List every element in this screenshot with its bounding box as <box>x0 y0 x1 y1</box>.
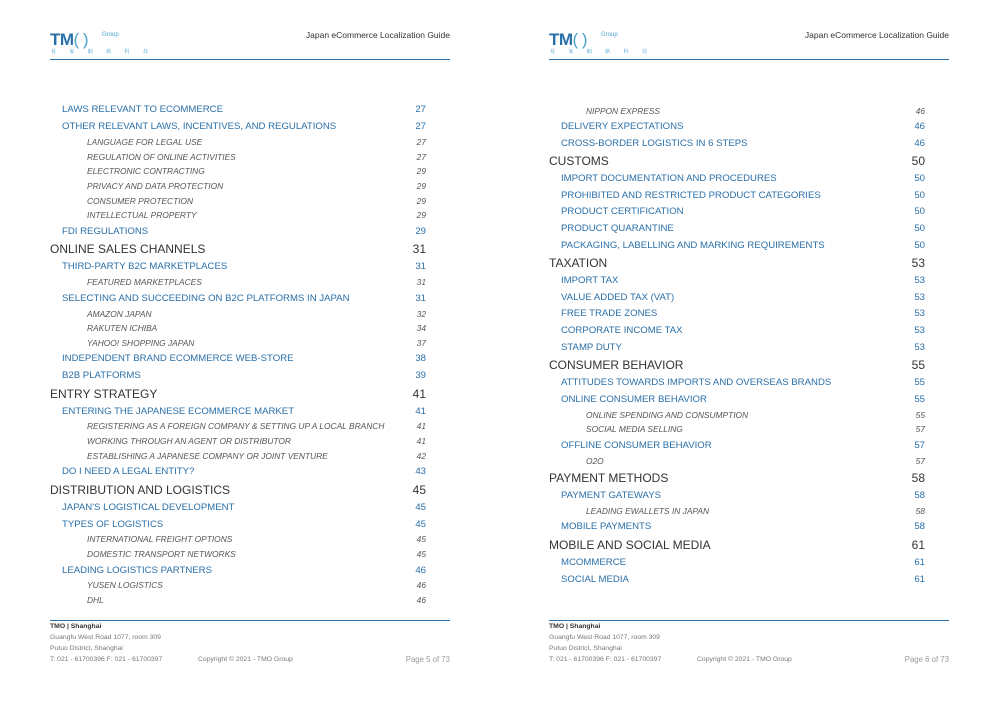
toc-entry-title: LAWS RELEVANT TO ECOMMERCE <box>62 104 223 116</box>
toc-entry[interactable] <box>549 236 925 250</box>
toc-entry-title: PAYMENT METHODS <box>549 471 669 486</box>
toc-entry[interactable] <box>50 499 426 513</box>
toc-entry[interactable] <box>549 118 925 132</box>
toc-entry-page-number: 29 <box>416 180 426 191</box>
header-divider <box>50 59 450 60</box>
toc-entry-page-number: 29 <box>416 166 426 177</box>
toc-entry-title: CORPORATE INCOME TAX <box>561 325 683 336</box>
toc-entry[interactable] <box>549 288 925 302</box>
toc-entry-title: TAXATION <box>549 256 608 271</box>
footer-address-line-2: Putuo District, Shanghai <box>50 645 123 652</box>
toc-entry[interactable] <box>50 515 426 529</box>
toc-entry-page-number: 53 <box>914 291 925 303</box>
toc-entry-page-number: 45 <box>416 549 426 560</box>
footer-address-line-2: Putuo District, Shanghai <box>549 645 622 652</box>
toc-entry[interactable] <box>50 101 426 115</box>
toc-entry[interactable] <box>549 153 925 167</box>
toc-entry-page-number: 31 <box>416 277 426 288</box>
toc-entry-title: MOBILE PAYMENTS <box>561 521 652 533</box>
toc-entry[interactable] <box>50 132 426 146</box>
toc-entry-title: CROSS-BORDER LOGISTICS IN 6 STEPS <box>561 137 748 149</box>
toc-entry-title: CUSTOMS <box>549 154 609 169</box>
toc-entry-page-number: 58 <box>911 471 925 486</box>
toc-entry-page-number: 57 <box>914 439 925 451</box>
toc-entry-title: REGISTERING AS A FOREIGN COMPANY & SETTING UP A LOCAL BRANCH <box>87 421 385 432</box>
toc-entry-title: B2B PLATFORMS <box>62 370 141 381</box>
toc-entry-page-number: 46 <box>915 105 925 116</box>
toc-entry-title: RAKUTEN ICHIBA <box>87 323 158 334</box>
toc-entry-title: OFFLINE CONSUMER BEHAVIOR <box>561 439 712 451</box>
toc-entry-title: LEADING EWALLETS IN JAPAN <box>586 505 710 516</box>
toc-entry[interactable] <box>50 482 426 496</box>
footer-company: TMO | Shanghai <box>549 623 601 630</box>
toc-entry-title: NIPPON EXPRESS <box>586 105 661 116</box>
toc-entry-page-number: 58 <box>915 505 925 516</box>
toc-entry-title: PACKAGING, LABELLING AND MARKING REQUIREMENTS <box>561 239 825 251</box>
toc-entry[interactable] <box>50 206 426 220</box>
toc-entry[interactable] <box>549 170 925 184</box>
toc-entry-page-number: 37 <box>416 337 426 348</box>
toc-entry-title: YUSEN LOGISTICS <box>87 580 163 591</box>
toc-entry[interactable] <box>549 570 925 584</box>
toc-entry-page-number: 31 <box>415 292 426 304</box>
toc-entry-title: ESTABLISHING A JAPANESE COMPANY OR JOINT VENTURE <box>87 450 328 461</box>
footer-phone: T: 021 - 61700396 F: 021 - 61700397 <box>549 656 662 663</box>
toc-entry-page-number: 38 <box>415 353 426 365</box>
toc-entry-title: OTHER RELEVANT LAWS, INCENTIVES, AND REGULATIONS <box>62 121 337 132</box>
toc-entry-page-number: 53 <box>914 308 925 320</box>
toc-entry[interactable] <box>50 222 426 236</box>
toc-entry-page-number: 41 <box>415 405 426 417</box>
toc-entry-title: AMAZON JAPAN <box>87 308 152 319</box>
logo-group-label: Group <box>102 32 119 38</box>
toc-entry-page-number: 50 <box>914 189 925 201</box>
logo-text: TM <box>549 30 573 49</box>
tmo-logo <box>549 30 653 55</box>
toc-entry-title: ENTERING THE JAPANESE ECOMMERCE MARKET <box>62 405 295 417</box>
toc-entry-page-number: 41 <box>416 436 426 447</box>
toc-entry-title: PRODUCT QUARANTINE <box>561 223 674 234</box>
toc-entry[interactable] <box>50 304 426 318</box>
toc-entry-page-number: 55 <box>911 358 925 373</box>
toc-entry-title: DISTRIBUTION AND LOGISTICS <box>50 482 231 497</box>
toc-entry[interactable] <box>549 357 925 371</box>
toc-entry-page-number: 45 <box>415 501 426 513</box>
toc-entry-page-number: 58 <box>914 521 925 533</box>
toc-entry[interactable] <box>549 101 925 115</box>
toc-entry-title: YAHOO! SHOPPING JAPAN <box>87 337 195 348</box>
toc-entry[interactable] <box>50 319 426 333</box>
toc-entry-title: DELIVERY EXPECTATIONS <box>561 121 684 132</box>
toc-entry-page-number: 53 <box>911 256 925 271</box>
toc-entry-page-number: 45 <box>416 534 426 545</box>
toc-entry-title: INTELLECTUAL PROPERTY <box>87 210 197 221</box>
toc-entry-page-number: 50 <box>914 173 925 185</box>
toc-entry[interactable] <box>50 241 426 255</box>
toc-entry-title: DHL <box>87 595 104 606</box>
toc-entry-title: ONLINE SPENDING AND CONSUMPTION <box>586 409 749 420</box>
toc-entry-title: JAPAN'S LOGISTICAL DEVELOPMENT <box>62 501 235 513</box>
footer-divider <box>50 620 450 621</box>
toc-entry-page-number: 57 <box>915 424 925 435</box>
toc-entry[interactable] <box>50 176 426 190</box>
footer-divider <box>549 620 949 621</box>
toc-entry[interactable] <box>549 436 925 450</box>
toc-entry-title: FDI REGULATIONS <box>62 225 149 237</box>
toc-entry-title: FEATURED MARKETPLACES <box>87 277 202 288</box>
toc-entry-title: STAMP DUTY <box>561 341 622 353</box>
footer-copyright: Copyright © 2021 - TMO Group <box>198 656 293 663</box>
toc-entry-title: SOCIAL MEDIA <box>561 573 629 585</box>
toc-entry-page-number: 53 <box>914 325 925 336</box>
logo-group-label: Group <box>601 32 618 38</box>
toc-entry-page-number: 53 <box>914 275 925 287</box>
document-title: Japan eCommerce Localization Guide <box>804 30 949 40</box>
document-title: Japan eCommerce Localization Guide <box>305 30 450 40</box>
toc-entry[interactable] <box>50 417 426 431</box>
toc-entry-title: PRODUCT CERTIFICATION <box>561 206 684 218</box>
footer-address-line-1: Guangfu West Road 1077, room 309 <box>549 634 660 641</box>
toc-entry[interactable] <box>50 350 426 364</box>
toc-entry[interactable] <box>549 322 925 336</box>
toc-entry-title: THIRD-PARTY B2C MARKETPLACES <box>62 261 228 273</box>
footer-copyright: Copyright © 2021 - TMO Group <box>697 656 792 663</box>
toc-entry[interactable] <box>50 273 426 287</box>
toc-entry-title: INTERNATIONAL FREIGHT OPTIONS <box>87 534 233 545</box>
toc-entry-title: FREE TRADE ZONES <box>561 308 658 320</box>
toc-entry[interactable] <box>50 118 426 132</box>
toc-entry[interactable] <box>549 390 925 404</box>
toc-entry-title: LEADING LOGISTICS PARTNERS <box>62 564 212 576</box>
toc-entry-page-number: 27 <box>415 104 426 116</box>
toc-entry[interactable] <box>549 203 925 217</box>
toc-entry[interactable] <box>549 518 925 532</box>
toc-entry-title: PAYMENT GATEWAYS <box>561 490 662 502</box>
toc-entry-page-number: 61 <box>914 573 925 585</box>
page-number: Page 5 of 73 <box>405 655 450 664</box>
toc-entry[interactable] <box>549 374 925 388</box>
toc-entry-title: ELECTRONIC CONTRACTING <box>87 166 205 177</box>
toc-entry[interactable] <box>50 576 426 590</box>
toc-entry-page-number: 61 <box>914 557 925 568</box>
footer-phone: T: 021 - 61700396 F: 021 - 61700397 <box>50 656 163 663</box>
toc-entry[interactable] <box>549 487 925 501</box>
toc-entry[interactable] <box>549 305 925 319</box>
toc-entry-page-number: 41 <box>412 386 426 401</box>
toc-entry-page-number: 29 <box>416 195 426 206</box>
toc-entry-page-number: 57 <box>915 455 925 466</box>
toc-entry-page-number: 31 <box>415 261 426 273</box>
toc-entry-page-number: 27 <box>416 151 426 162</box>
toc-entry-title: PROHIBITED AND RESTRICTED PRODUCT CATEGORIES <box>561 189 821 201</box>
toc-entry[interactable] <box>50 402 426 416</box>
toc-entry[interactable] <box>50 367 426 381</box>
toc-entry-page-number: 45 <box>412 482 426 497</box>
toc-entry-title: ONLINE CONSUMER BEHAVIOR <box>561 393 707 405</box>
toc-entry[interactable] <box>50 591 426 605</box>
toc-entry-page-number: 46 <box>914 137 925 149</box>
toc-entry[interactable] <box>50 258 426 272</box>
toc-entry[interactable] <box>549 220 925 234</box>
toc-entry-title: O2O <box>586 455 604 466</box>
toc-entry-title: ATTITUDES TOWARDS IMPORTS AND OVERSEAS BRANDS <box>561 377 832 389</box>
toc-entry-page-number: 27 <box>415 121 426 132</box>
toc-entry-page-number: 50 <box>914 206 925 218</box>
toc-entry-page-number: 53 <box>914 341 925 353</box>
toc-entry[interactable] <box>50 289 426 303</box>
toc-entry-page-number: 32 <box>416 308 426 319</box>
toc-entry[interactable] <box>50 463 426 477</box>
logo-brackets: ( ) <box>73 30 89 49</box>
toc-entry-title: TYPES OF LOGISTICS <box>62 518 164 530</box>
toc-entry-title: LANGUAGE FOR LEGAL USE <box>87 136 203 147</box>
toc-entry-page-number: 61 <box>911 538 925 552</box>
page-number: Page 6 of 73 <box>904 655 949 664</box>
logo-subtitle: 易 家 網 絡 科 技 <box>550 49 653 55</box>
toc-entry[interactable] <box>549 451 925 465</box>
toc-entry-title: DOMESTIC TRANSPORT NETWORKS <box>87 549 236 560</box>
toc-entry[interactable] <box>549 501 925 515</box>
toc-entry-page-number: 29 <box>415 225 426 237</box>
toc-entry-page-number: 39 <box>415 370 426 381</box>
toc-entry[interactable] <box>549 255 925 269</box>
toc-entry-page-number: 29 <box>416 210 426 221</box>
toc-entry-title: DO I NEED A LEGAL ENTITY? <box>62 466 195 478</box>
toc-entry[interactable] <box>549 405 925 419</box>
tmo-logo <box>50 30 154 55</box>
toc-entry[interactable] <box>549 420 925 434</box>
toc-entry-page-number: 55 <box>914 393 925 405</box>
toc-entry[interactable] <box>549 272 925 286</box>
toc-entry[interactable] <box>549 338 925 352</box>
header-divider <box>549 59 949 60</box>
toc-entry-title: ONLINE SALES CHANNELS <box>50 242 206 257</box>
toc-entry-title: CONSUMER PROTECTION <box>87 195 194 206</box>
toc-entry-title: VALUE ADDED TAX (VAT) <box>561 291 675 303</box>
toc-entry[interactable] <box>549 554 925 568</box>
toc-entry-page-number: 46 <box>416 580 426 591</box>
logo-subtitle: 易 家 網 絡 科 技 <box>51 49 154 55</box>
toc-entry[interactable] <box>50 446 426 460</box>
toc-entry-page-number: 31 <box>412 242 426 257</box>
toc-entry-title: PRIVACY AND DATA PROTECTION <box>87 180 224 191</box>
toc-entry-page-number: 34 <box>416 323 426 334</box>
toc-entry[interactable] <box>50 432 426 446</box>
toc-entry-page-number: 42 <box>416 450 426 461</box>
toc-entry-page-number: 46 <box>415 564 426 576</box>
toc-entry-page-number: 55 <box>915 409 925 420</box>
footer-address-line-1: Guangfu West Road 1077, room 309 <box>50 634 161 641</box>
toc-entry[interactable] <box>50 191 426 205</box>
toc-entry[interactable] <box>549 470 925 484</box>
toc-entry-page-number: 58 <box>914 490 925 502</box>
toc-entry-page-number: 46 <box>416 595 426 606</box>
footer-company: TMO | Shanghai <box>50 623 102 630</box>
toc-entry[interactable] <box>50 561 426 575</box>
page-footer <box>50 623 450 673</box>
page-footer <box>549 623 949 673</box>
toc-entry-title: ENTRY STRATEGY <box>50 386 158 401</box>
toc-entry[interactable] <box>50 162 426 176</box>
toc-entry-title: WORKING THROUGH AN AGENT OR DISTRIBUTOR <box>87 436 291 447</box>
page-6 <box>549 0 949 708</box>
toc-entry[interactable] <box>549 134 925 148</box>
logo-brackets: ( ) <box>572 30 588 49</box>
toc-entry-page-number: 50 <box>911 154 925 169</box>
toc-entry-title: REGULATION OF ONLINE ACTIVITIES <box>87 151 236 162</box>
toc-entry-title: INDEPENDENT BRAND ECOMMERCE WEB-STORE <box>62 353 294 365</box>
toc-entry-page-number: 43 <box>415 466 426 478</box>
toc-entry-title: MCOMMERCE <box>561 557 627 568</box>
toc-entry-title: SELECTING AND SUCCEEDING ON B2C PLATFORMS IN JAPAN <box>62 292 350 304</box>
toc-entry-page-number: 46 <box>914 121 925 132</box>
toc-entry-title: SOCIAL MEDIA SELLING <box>586 424 683 435</box>
toc-entry-page-number: 27 <box>416 136 426 147</box>
toc-entry-page-number: 41 <box>416 421 426 432</box>
toc-entry-page-number: 55 <box>914 377 925 389</box>
toc-entry[interactable] <box>50 386 426 400</box>
toc-entry[interactable] <box>50 333 426 347</box>
toc-entry-title: MOBILE AND SOCIAL MEDIA <box>549 538 711 552</box>
toc-entry-page-number: 50 <box>914 239 925 251</box>
logo-text: TM <box>50 30 74 49</box>
toc-entry[interactable] <box>50 545 426 559</box>
page-5 <box>50 0 450 708</box>
toc-entry-title: IMPORT TAX <box>561 275 619 287</box>
toc-entry[interactable] <box>50 530 426 544</box>
toc-entry[interactable] <box>50 147 426 161</box>
toc-entry[interactable] <box>549 537 925 551</box>
toc-entry-page-number: 50 <box>914 223 925 234</box>
toc-entry[interactable] <box>549 186 925 200</box>
toc-entry-page-number: 45 <box>415 518 426 530</box>
toc-entry-title: CONSUMER BEHAVIOR <box>549 358 684 373</box>
toc-entry-title: IMPORT DOCUMENTATION AND PROCEDURES <box>561 173 777 185</box>
